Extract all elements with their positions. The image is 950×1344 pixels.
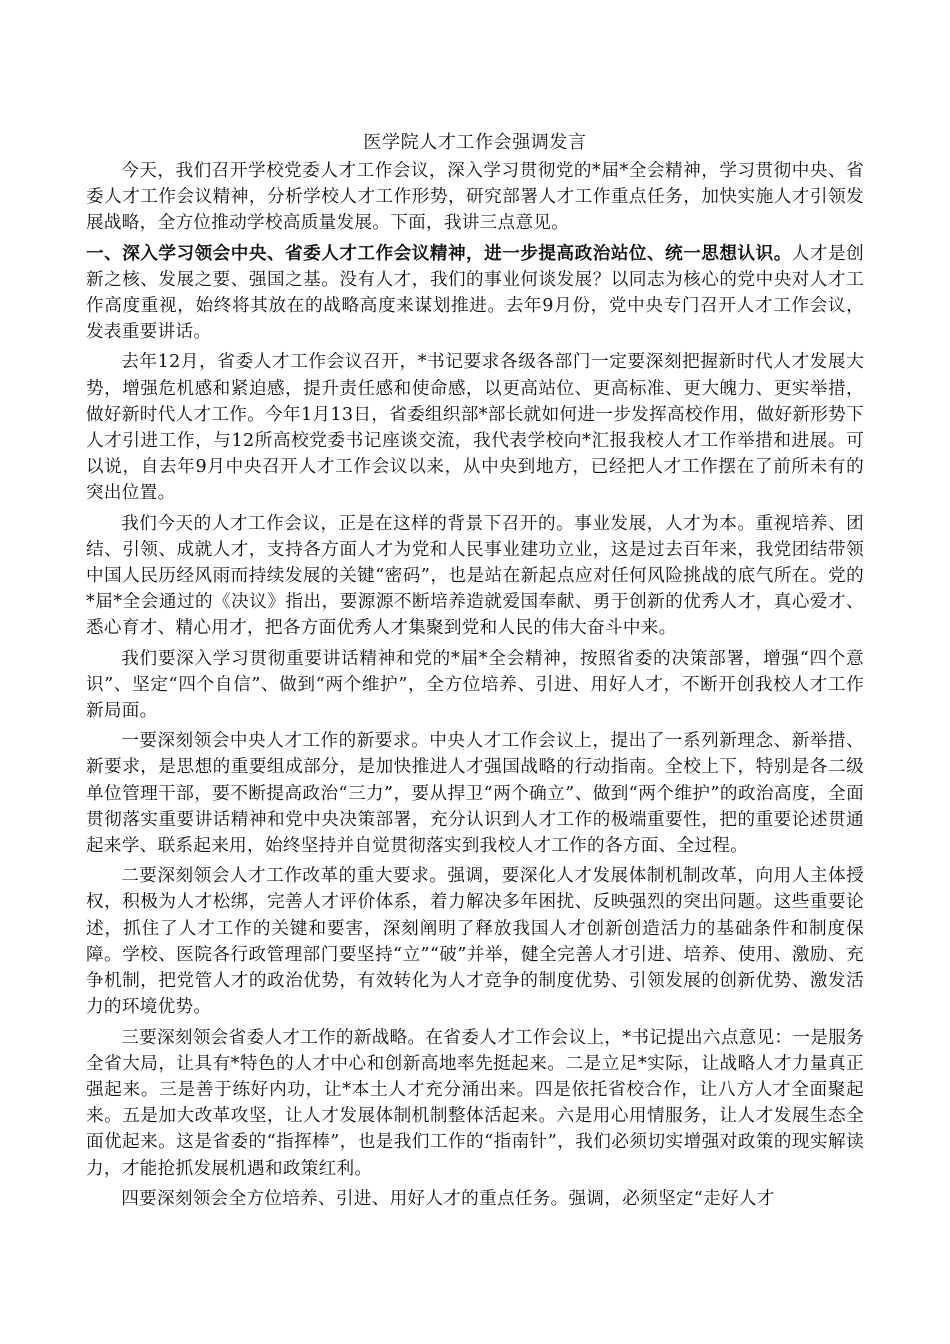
body-paragraph: 去年12月，省委人才工作会议召开，*书记要求各级各部门一定要深刻把握新时代人才发展大势，增强危机感和紧迫感，提升责任感和使命感，以更高站位、更高标准、更大魄力、更实举措，做好新时代人才工作。今年1月13日，省委组织部*部长就如何进一步发挥高校作用，做好新形势下人才引进工作，与12所高校党委书记座谈交流，我代表学校向*汇报我校人才工作举措和进展。可以说，自去年9月中央召开人才工作会议以来，从中央到地方，已经把人才工作摆在了前所未有的突出位置。 xyxy=(86,352,864,504)
document-page xyxy=(86,128,864,1216)
section-one-text: 人才是创新之核、发展之要、强国之基。没有人才，我们的事业何谈发展？以同志为核心的党中央对人才工作高度重视，始终将其放在的战略高度来谋划推进。去年9月份，党中央专门召开人才工作会议，发表重要讲话。 xyxy=(86,243,864,343)
section-one-paragraph xyxy=(86,241,864,346)
body-paragraph: 我们今天的人才工作会议，正是在这样的背景下召开的。事业发展，人才为本。重视培养、团结、引领、成就人才，支持各方面人才为党和人民事业建功立业，这是过去百年来，我党团结带领中国人民历经风雨而持续发展的关键“密码”，也是站在新起点应对任何风险挑战的底气所在。党的*届*全会通过的《决议》指出，要源源不断培养造就爱国奉献、勇于创新的优秀人才，真心爱才、悉心育才、精心用才，把各方面优秀人才集聚到党和人民的伟大奋斗中来。 xyxy=(86,513,864,639)
section-one-heading: 一、深入学习领会中央、省委人才工作会议精神，进一步提高政治站位、统一思想认识。 xyxy=(86,242,792,264)
body-paragraph: 四要深刻领会全方位培养、引进、用好人才的重点任务。强调，必须坚定“走好人才 xyxy=(121,1188,775,1209)
body-paragraph: 二要深刻领会人才工作改革的重大要求。强调，要深化人才发展体制机制改革，向用人主体授权，积极为人才松绑，完善人才评价体系，着力解决多年困扰、反映强烈的突出问题。这些重要论述，抓住了人才工作的关键和要害，深刻阐明了释放我国人才创新创造活力的基础条件和制度保障。学校、医院各行政管理部门要坚持“立”“破”并举，健全完善人才引进、培养、使用、激励、充争机制，把党管人才的政治优势，有效转化为人才竞争的制度优势、引领发展的创新优势、激发活力的环境优势。 xyxy=(86,866,864,1018)
body-paragraph: 我们要深入学习贯彻重要讲话精神和党的*届*全会精神，按照省委的决策部署，增强“四个意识”、坚定“四个自信”、做到“两个维护”，全方位培养、引进、用好人才，不断开创我校人才工作新局面。 xyxy=(86,648,864,722)
body-paragraph: 三要深刻领会省委人才工作的新战略。在省委人才工作会议上，*书记提出六点意见：一是服务全省大局，让具有*特色的人才中心和创新高地率先挺起来。二是立足*实际，让战略人才力量真正强起来。三是善于练好内功，让*本土人才充分涌出来。四是依托省校合作，让八方人才全面聚起来。五是加大改革攻坚，让人才发展体制机制整体活起来。六是用心用情服务，让人才发展生态全面优起来。这是省委的“指挥棒”，也是我们工作的“指南针”，我们必须切实增强对政策的现实解读力，才能抢抓发展机遇和政策红利。 xyxy=(86,1027,864,1179)
document-title: 医学院人才工作会强调发言 xyxy=(363,132,587,153)
body-paragraph: 一要深刻领会中央人才工作的新要求。中央人才工作会议上，提出了一系列新理念、新举措、新要求，是思想的重要组成部分，是加快推进人才强国战略的行动指南。全校上下，特别是各二级单位管理干部，要不断提高政治“三力”，要从捍卫“两个确立”、做到“两个维护”的政治高度，全面贯彻落实重要讲话精神和党中央决策部署，充分认识到人才工作的极端重要性，把的重要论述贯通起来学、联系起来用，始终坚持并自觉贯彻落实到我校人才工作的各方面、全过程。 xyxy=(86,731,864,857)
intro-paragraph: 今天，我们召开学校党委人才工作会议，深入学习贯彻党的*届*全会精神，学习贯彻中央、省委人才工作会议精神，分析学校人才工作形势，研究部署人才工作重点任务，加快实施人才引领发展战略，全方位推动学校高质量发展。下面，我讲三点意见。 xyxy=(86,161,864,234)
